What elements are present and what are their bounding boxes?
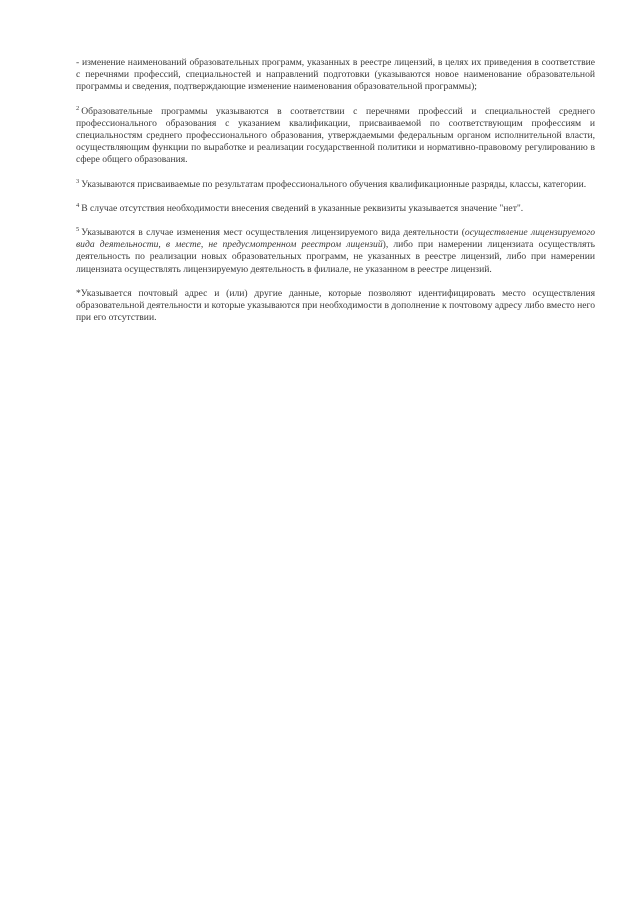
- footnote-3: [76, 179, 595, 191]
- footnote-number: 5: [76, 226, 80, 234]
- footnote-number: 3: [76, 177, 80, 185]
- footnote-number: 2: [76, 104, 80, 112]
- paragraph-asterisk-note: *Указывается почтовый адрес и (или) другие данные, которые позволяют идентифицировать место осуществления образовательной деятельности и которые указываются при необходимости в дополнение к почтовому адресу либо вместо него при его отсутствии.: [76, 287, 595, 324]
- footnote-4: [76, 203, 595, 215]
- footnote-text-start: Указываются в случае изменения мест осуществления лицензируемого вида деятельности (: [81, 227, 465, 239]
- footnote-text: В случае отсутствия необходимости внесения сведений в указанные реквизиты указывается значение "нет".: [81, 202, 524, 214]
- footnote-number: 4: [76, 201, 80, 209]
- document-page: [76, 57, 595, 336]
- footnote-2: [76, 106, 595, 167]
- footnote-text-end: ), либо при намерении лицензиата осуществлять деятельность по реализации новых образовательных программ, не указанных в реестре лицензий, либо при намерении лицензиата осуществлять лицензируемую деятельность в филиале, не указанном в реестре лицензий.: [76, 239, 595, 275]
- footnote-text: Образовательные программы указываются в соответствии с перечнями профессий и специальностей среднего профессионального образования с указанием квалификации, присваиваемой по соответствующим профессиям и специальностям среднего профессионального образования, утверждаемыми федеральным органом исполнительной власти, осуществляющим функции по выработке и реализации государственной политики и нормативно-правовому регулированию в сфере общего образования.: [76, 105, 595, 166]
- footnote-5: [76, 227, 595, 276]
- footnote-text: Указываются присваиваемые по результатам профессионального обучения квалификационные разряды, классы, категории.: [81, 178, 587, 190]
- paragraph-intro: - изменение наименований образовательных программ, указанных в реестре лицензий, в целях их приведения в соответствие с перечнями профессий, специальностей и направлений подготовки (указываются новое наименование образовательной программы и сведения, подтверждающие изменение наименования образовательной программы);: [76, 57, 595, 93]
- footnote-text-italic: осуществление лицензируемого вида деятельности, в месте, не предусмотренном реестром лицензий: [76, 227, 595, 251]
